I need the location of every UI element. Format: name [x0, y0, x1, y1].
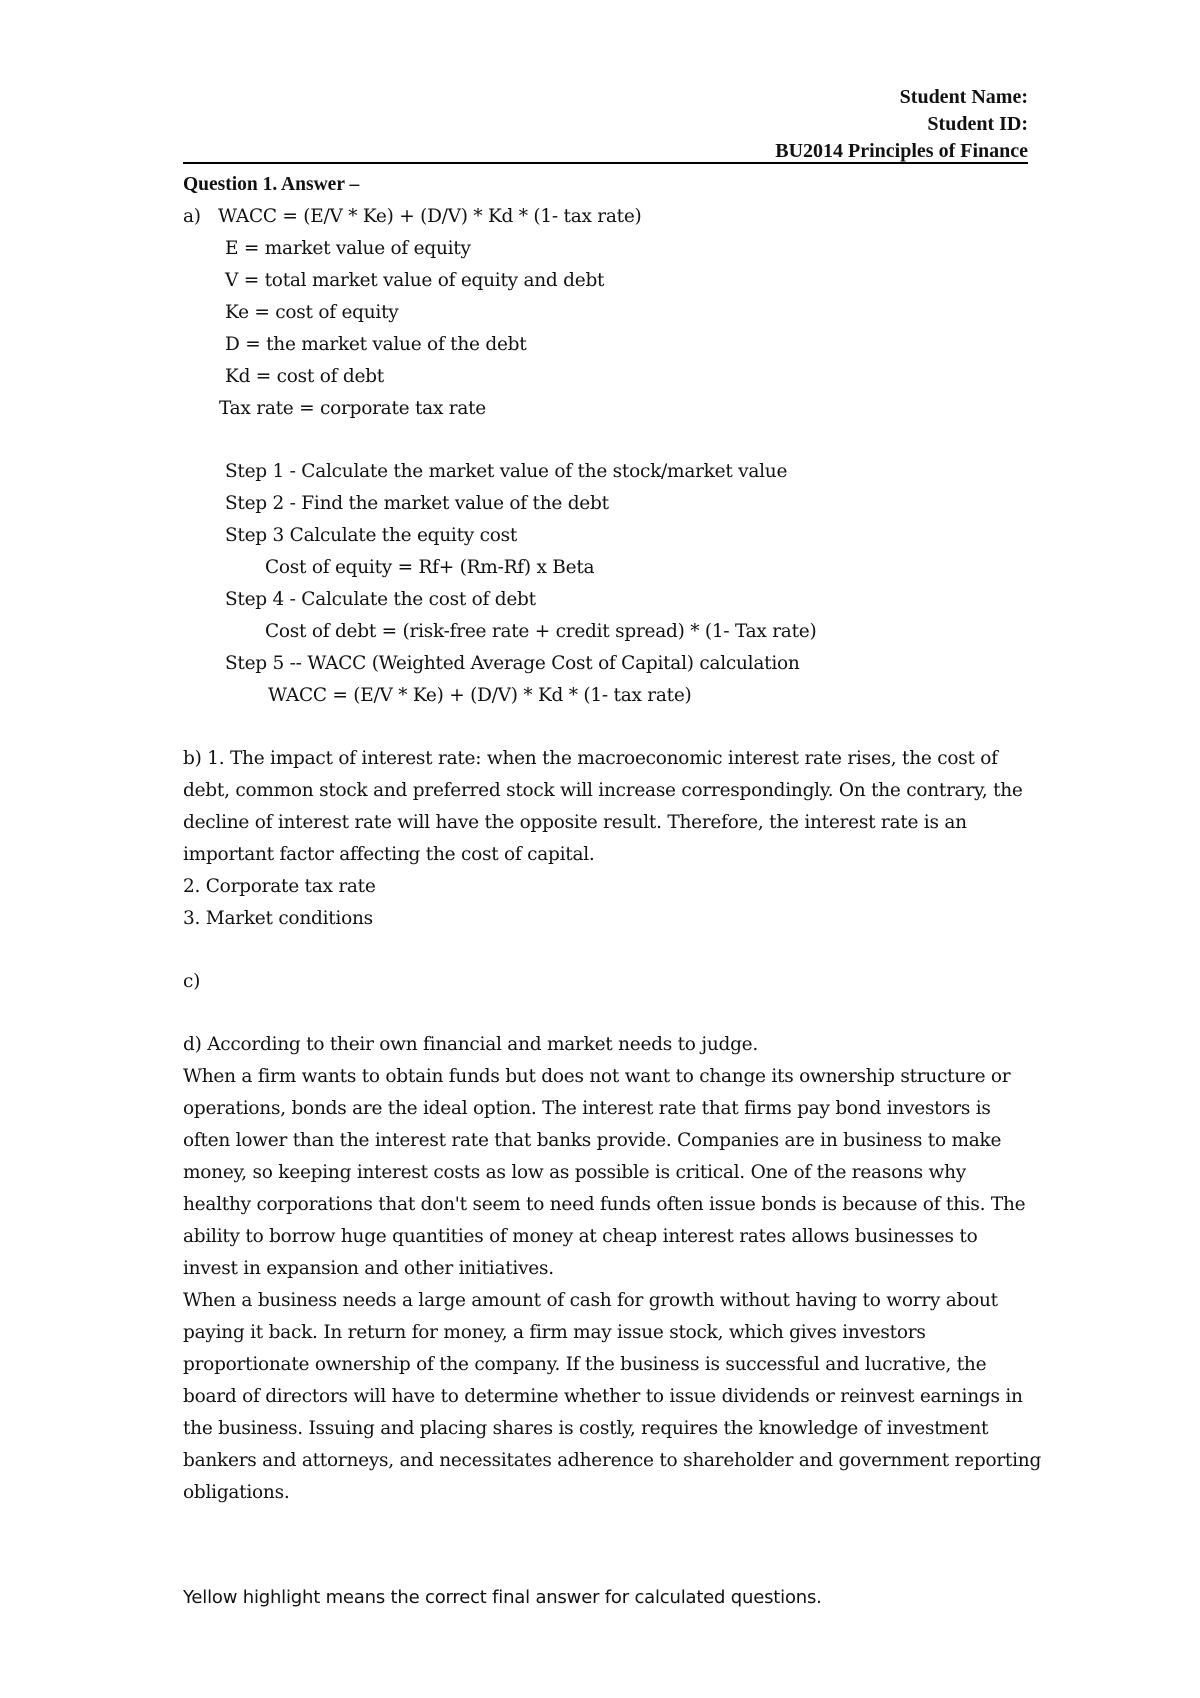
part-d-line: d) According to their own financial and market needs to judge.: [183, 1034, 758, 1055]
step-formula: Cost of debt = (risk-free rate + credit spread) * (1- Tax rate): [265, 621, 817, 642]
part-b-line: 3. Market conditions: [183, 908, 373, 929]
part-b-line: important factor affecting the cost of capital.: [183, 844, 595, 865]
definition-line: Ke = cost of equity: [225, 302, 399, 323]
part-d-line: When a firm wants to obtain funds but does not want to change its ownership structure or: [183, 1066, 1011, 1087]
header-divider: [183, 162, 1028, 164]
part-d-line: obligations.: [183, 1482, 290, 1503]
part-d-line: When a business needs a large amount of cash for growth without having to worry about: [183, 1290, 998, 1311]
part-b-line: debt, common stock and preferred stock will increase correspondingly. On the contrary, the: [183, 780, 1023, 801]
part-d-line: money, so keeping interest costs as low as possible is critical. One of the reasons why: [183, 1162, 966, 1183]
definition-line: E = market value of equity: [225, 238, 471, 259]
part-d-line: ability to borrow huge quantities of money at cheap interest rates allows businesses to: [183, 1226, 978, 1247]
course-title: BU2014 Principles of Finance: [775, 140, 1028, 162]
part-b-line: b) 1. The impact of interest rate: when the macroeconomic interest rate rises, the cost of: [183, 748, 998, 769]
step-line: Step 1 - Calculate the market value of the stock/market value: [225, 461, 788, 482]
step-formula: Cost of equity = Rf+ (Rm-Rf) x Beta: [265, 557, 595, 578]
definition-line: Tax rate = corporate tax rate: [219, 398, 487, 419]
step-line: Step 4 - Calculate the cost of debt: [225, 589, 536, 610]
part-d-line: often lower than the interest rate that banks provide. Companies are in business to make: [183, 1130, 1002, 1151]
part-d-line: proportionate ownership of the company. If the business is successful and lucrative, the: [183, 1354, 987, 1375]
document-header: [183, 84, 1028, 165]
question-title: Question 1. Answer –: [183, 174, 360, 195]
student-name-label: Student Name:: [899, 86, 1028, 108]
definition-line: D = the market value of the debt: [225, 334, 527, 355]
footer-note: Yellow highlight means the correct final answer for calculated questions.: [183, 1587, 822, 1608]
step-formula: WACC = (E/V * Ke) + (D/V) * Kd * (1- tax rate): [268, 685, 692, 706]
part-b-line: decline of interest rate will have the opposite result. Therefore, the interest rate is an: [183, 812, 967, 833]
step-line: Step 5 -- WACC (Weighted Average Cost of Capital) calculation: [225, 653, 800, 674]
step-line: Step 3 Calculate the equity cost: [225, 525, 518, 546]
part-d-line: the business. Issuing and placing shares is costly, requires the knowledge of investment: [183, 1418, 989, 1439]
part-a-marker: a): [183, 206, 201, 227]
part-d-line: healthy corporations that don't seem to need funds often issue bonds is because of this. The: [183, 1194, 1026, 1215]
part-d-line: operations, bonds are the ideal option. The interest rate that firms pay bond investors is: [183, 1098, 991, 1119]
definition-line: Kd = cost of debt: [225, 366, 384, 387]
part-b-line: 2. Corporate tax rate: [183, 876, 376, 897]
part-d-line: invest in expansion and other initiatives.: [183, 1258, 554, 1279]
part-c-marker: c): [183, 971, 201, 992]
student-id-label: Student ID:: [927, 113, 1028, 135]
part-d-line: board of directors will have to determine whether to issue dividends or reinvest earnings in: [183, 1386, 1023, 1407]
step-line: Step 2 - Find the market value of the debt: [225, 493, 609, 514]
definition-line: V = total market value of equity and debt: [225, 270, 605, 291]
part-a-formula: WACC = (E/V * Ke) + (D/V) * Kd * (1- tax rate): [218, 206, 642, 227]
part-d-line: paying it back. In return for money, a firm may issue stock, which gives investors: [183, 1322, 926, 1343]
part-d-line: bankers and attorneys, and necessitates adherence to shareholder and government reporting: [183, 1450, 1042, 1471]
